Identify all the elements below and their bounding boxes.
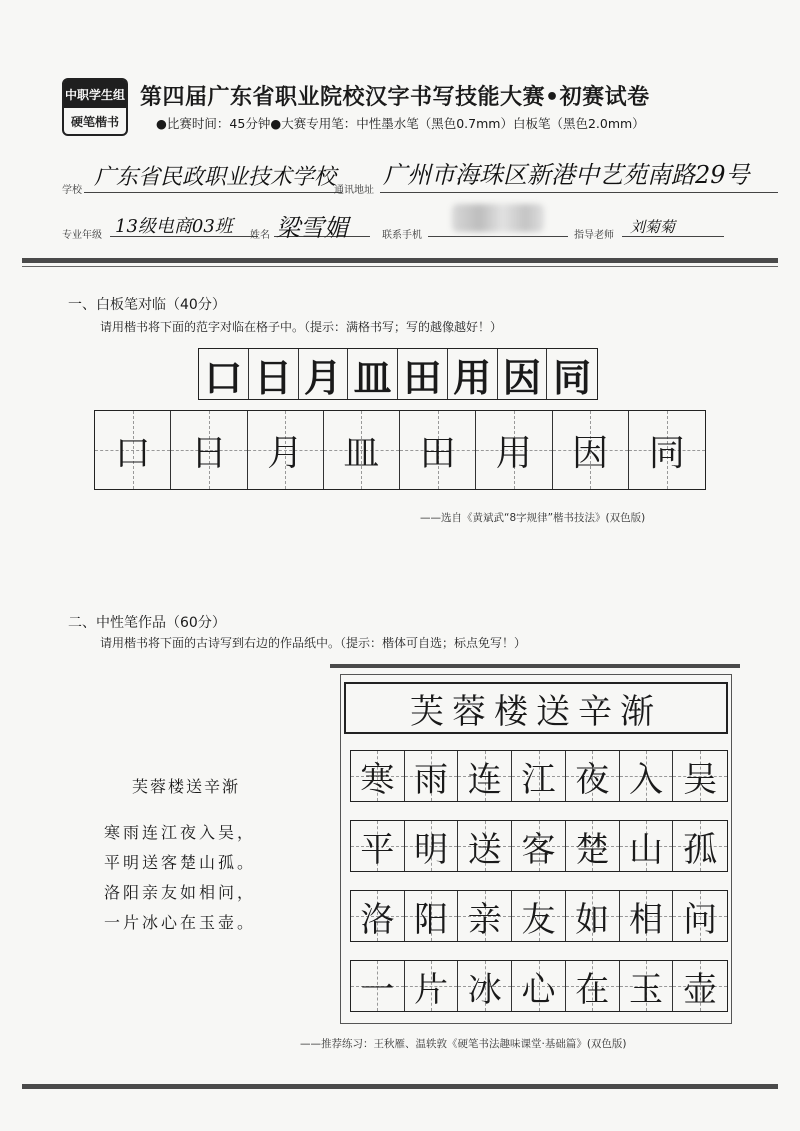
work-cell[interactable] xyxy=(566,891,620,941)
work-char: 阳 xyxy=(414,899,449,940)
model-char: 月 xyxy=(303,355,342,400)
address-label: 通讯地址 xyxy=(334,185,374,196)
source-poem-line: 平明送客楚山孤。 xyxy=(104,853,257,872)
work-char: 亲 xyxy=(467,899,502,940)
work-char: 客 xyxy=(521,829,556,870)
work-char: 雨 xyxy=(414,759,449,800)
work-cell[interactable] xyxy=(566,961,620,1011)
practice-cell[interactable] xyxy=(553,411,629,489)
work-char: 友 xyxy=(521,899,556,940)
work-row[interactable] xyxy=(350,820,728,872)
work-cell[interactable] xyxy=(566,751,620,801)
work-char: 吴 xyxy=(683,759,718,800)
work-char: 洛 xyxy=(360,899,395,940)
practice-cell[interactable] xyxy=(324,411,400,489)
phone-label: 联系手机 xyxy=(382,230,422,241)
practice-cell[interactable] xyxy=(476,411,552,489)
practice-cell[interactable] xyxy=(171,411,247,489)
page-title: 第四届广东省职业院校汉字书写技能大赛•初赛试卷 xyxy=(140,85,650,110)
work-cell[interactable] xyxy=(458,751,512,801)
work-char: 壶 xyxy=(683,969,718,1010)
section1-instruction: 请用楷书将下面的范字对临在格子中。（提示：满格书写；写的越像越好！） xyxy=(100,320,503,334)
work-row[interactable] xyxy=(350,750,728,802)
model-char: 同 xyxy=(553,355,592,400)
work-cell[interactable] xyxy=(673,891,727,941)
group-badge-bottom: 硬笔楷书 xyxy=(70,114,119,129)
work-row[interactable] xyxy=(350,890,728,942)
work-char: 江 xyxy=(521,759,556,800)
work-cell[interactable] xyxy=(512,891,566,941)
model-cell xyxy=(547,349,597,399)
work-cell[interactable] xyxy=(405,751,459,801)
practice-char: 用 xyxy=(495,432,532,474)
work-char: 如 xyxy=(575,899,610,940)
work-cell[interactable] xyxy=(620,961,674,1011)
work-char: 楚 xyxy=(575,829,610,870)
section1-credit: ——选自《黄斌武“8字规律”楷书技法》(双色版) xyxy=(420,512,646,524)
practice-character-grid[interactable] xyxy=(94,410,706,490)
school-value[interactable]: 广东省民政职业技术学校 xyxy=(94,165,337,190)
practice-cell[interactable] xyxy=(95,411,171,489)
work-title-box[interactable] xyxy=(344,682,728,734)
section2-heading: 二、中性笔作品（60分） xyxy=(68,615,226,631)
practice-cell[interactable] xyxy=(248,411,324,489)
work-cell[interactable] xyxy=(351,891,405,941)
group-badge xyxy=(62,78,128,136)
page-subtitle: ●比赛时间：45分钟●大赛专用笔：中性墨水笔（黑色0.7mm）白板笔（黑色2.0mm） xyxy=(156,116,645,131)
work-cell[interactable] xyxy=(673,961,727,1011)
teacher-label: 指导老师 xyxy=(574,230,614,241)
work-char: 送 xyxy=(467,829,502,870)
work-char: 寒 xyxy=(360,759,395,800)
work-char: 相 xyxy=(628,899,663,940)
work-cell[interactable] xyxy=(673,751,727,801)
practice-char: 同 xyxy=(648,432,685,474)
major-label: 专业年级 xyxy=(62,230,102,241)
address-value[interactable]: 广州市海珠区新港中艺苑南路29号 xyxy=(383,161,750,189)
model-char: 因 xyxy=(502,355,541,400)
model-cell xyxy=(348,349,398,399)
work-cell[interactable] xyxy=(405,891,459,941)
model-char: 皿 xyxy=(353,355,392,400)
name-value[interactable]: 梁雪媚 xyxy=(276,214,348,242)
practice-char: 口 xyxy=(114,432,151,474)
teacher-value[interactable]: 刘菊菊 xyxy=(630,218,676,236)
model-char: 日 xyxy=(254,355,293,400)
work-cell[interactable] xyxy=(512,751,566,801)
source-poem-line: 寒雨连江夜入吴， xyxy=(104,823,257,842)
model-cell xyxy=(398,349,448,399)
school-line xyxy=(84,192,342,193)
work-char: 入 xyxy=(628,759,663,800)
work-cell[interactable] xyxy=(673,821,727,871)
work-char: 玉 xyxy=(628,969,663,1010)
model-char: 口 xyxy=(204,355,243,400)
header-divider xyxy=(22,258,778,263)
section1-heading: 一、白板笔对临（40分） xyxy=(68,297,226,313)
major-value[interactable]: 13级电商03班 xyxy=(115,216,233,237)
practice-char: 皿 xyxy=(343,432,380,474)
work-cell[interactable] xyxy=(620,891,674,941)
group-badge-top: 中职学生组 xyxy=(64,80,126,108)
model-character-grid xyxy=(198,348,598,400)
work-char: 明 xyxy=(414,829,449,870)
phone-line xyxy=(428,236,568,237)
work-cell[interactable] xyxy=(458,821,512,871)
practice-char: 因 xyxy=(572,432,609,474)
practice-cell[interactable] xyxy=(629,411,705,489)
work-char: 夜 xyxy=(575,759,610,800)
school-label: 学校 xyxy=(62,185,82,196)
work-cell[interactable] xyxy=(620,751,674,801)
work-char: 问 xyxy=(683,899,718,940)
work-char: 山 xyxy=(628,829,663,870)
model-cell xyxy=(199,349,249,399)
work-char: 连 xyxy=(467,759,502,800)
work-char: 片 xyxy=(414,969,449,1010)
work-cell[interactable] xyxy=(351,751,405,801)
work-cell[interactable] xyxy=(351,961,405,1011)
work-char: 孤 xyxy=(683,829,718,870)
work-title: 芙蓉楼送辛渐 xyxy=(410,691,662,732)
work-cell[interactable] xyxy=(458,891,512,941)
section2-instruction: 请用楷书将下面的古诗写到右边的作品纸中。（提示：楷体可自选；标点免写！） xyxy=(100,636,527,650)
name-label: 姓名 xyxy=(250,230,270,241)
model-char: 用 xyxy=(453,355,492,400)
source-poem-title: 芙蓉楼送辛渐 xyxy=(132,777,241,796)
model-cell xyxy=(498,349,548,399)
work-cell[interactable] xyxy=(405,961,459,1011)
work-cell[interactable] xyxy=(405,821,459,871)
work-cell[interactable] xyxy=(566,821,620,871)
header-divider-thin xyxy=(22,266,778,267)
practice-char: 日 xyxy=(190,432,227,474)
work-char: 心 xyxy=(521,969,556,1010)
work-char: 平 xyxy=(360,829,395,870)
practice-cell[interactable] xyxy=(400,411,476,489)
work-paper-top-rule xyxy=(330,664,740,668)
model-cell xyxy=(249,349,299,399)
work-cell[interactable] xyxy=(458,961,512,1011)
section2-credit: ——推荐练习：王秋雁、温轶敦《硬笔书法趣味课堂·基础篇》(双色版) xyxy=(300,1038,627,1050)
work-cell[interactable] xyxy=(620,821,674,871)
source-poem-line: 洛阳亲友如相问， xyxy=(104,883,257,902)
model-cell xyxy=(299,349,349,399)
phone-redacted xyxy=(452,204,544,232)
work-cell[interactable] xyxy=(512,961,566,1011)
work-char: 冰 xyxy=(467,969,502,1010)
work-char: 一 xyxy=(360,969,395,1010)
practice-char: 田 xyxy=(419,432,456,474)
work-cell[interactable] xyxy=(351,821,405,871)
practice-char: 月 xyxy=(267,432,304,474)
work-row[interactable] xyxy=(350,960,728,1012)
work-char: 在 xyxy=(575,969,610,1010)
model-cell xyxy=(448,349,498,399)
model-char: 田 xyxy=(403,355,442,400)
work-cell[interactable] xyxy=(512,821,566,871)
footer-divider xyxy=(22,1084,778,1089)
source-poem-line: 一片冰心在玉壶。 xyxy=(104,913,257,932)
address-line xyxy=(380,192,778,193)
